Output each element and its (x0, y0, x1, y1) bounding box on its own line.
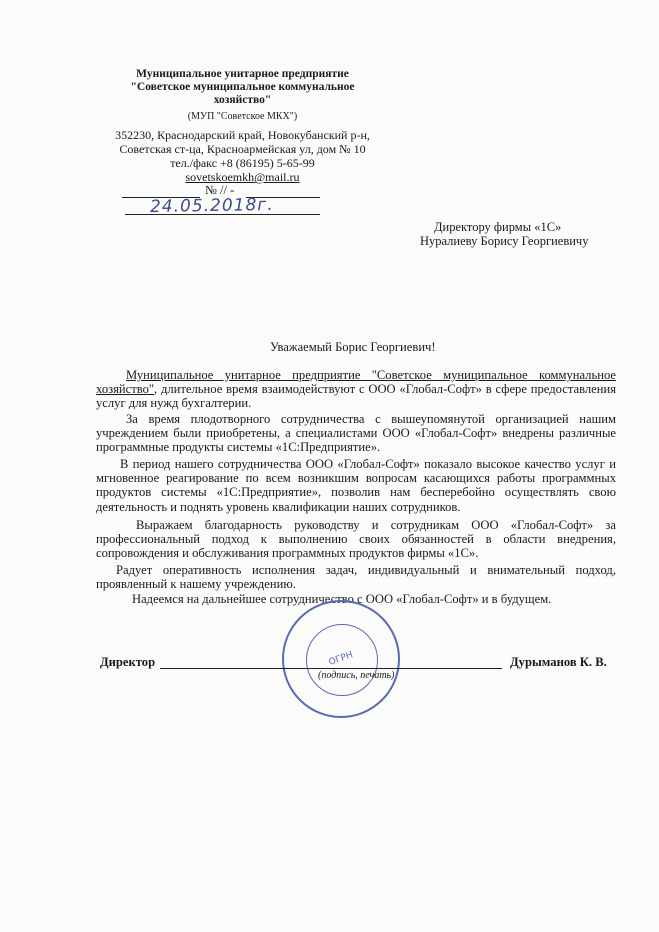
signatory-name: Дурыманов К. В. (510, 655, 607, 669)
org-line2: "Советское муниципальное коммунальное (130, 81, 355, 93)
official-stamp (282, 600, 400, 718)
paragraph-5: Радует оперативность исполнения задач, индивидуальный и внимательный подход, проявленный к нашему учреждению. (96, 563, 616, 592)
phone: тел./факс +8 (86195) 5-65-99 (170, 156, 315, 170)
signature-caption: (подпись, печать) (318, 670, 395, 681)
paragraph-1-org: Муниципальное унитарное предприятие "Советское муниципальное коммунальное хозяйство" (96, 368, 616, 397)
handwritten-date: 24.05.2018г. (149, 194, 274, 218)
org-address (100, 128, 385, 184)
paragraph-1 (96, 368, 616, 411)
paragraph-4: Выражаем благодарность руководству и сотрудникам ООО «Глобал-Софт» за профессиональный подход к выполнению своих обязанностей в области внедрения, сопровождения и обслуживания программных продуктов фирмы «1С». (96, 518, 616, 561)
paragraph-6: Надеемся на дальнейшее сотрудничество с ООО «Глобал-Софт» и в будущем. (132, 592, 552, 606)
org-short-name: (МУП "Советское МКХ") (187, 111, 298, 122)
addr-line2: Советская ст-ца, Красноармейская ул, дом № 10 (119, 142, 366, 156)
paragraph-1-text: , длительное время взаимодействуют с ООО «Глобал-Софт» в сфере предоставления услуг для нужд бухгалтерии. (96, 382, 616, 411)
email-link[interactable]: sovetskoemkh@mail.ru (185, 170, 300, 184)
org-name (110, 68, 375, 107)
org-line3: хозяйство" (213, 94, 272, 106)
signatory-title: Директор (100, 655, 156, 669)
signature-line (160, 668, 502, 669)
addr-line1: 352230, Краснодарский край, Новокубанский р-н, (115, 128, 370, 142)
date-line (125, 214, 320, 215)
paragraph-2: За время плодотворного сотрудничества с вышеупомянутой организацией нашим учреждением были приобретены, а специалистами ООО «Глобал-Софт» внедрены различные программные продукты системы «1С:Предприятие». (96, 412, 616, 455)
addressee-block (420, 220, 588, 248)
number-label: № // - (205, 183, 235, 197)
paragraph-3: В период нашего сотрудничества ООО «Глобал-Софт» показало высокое качество услуг и мгновенное реагирование по всем возникшим вопросам касающихся работы программных продуктов системы «1С:Предприятие», позволив нам бесперебойно осуществлять свою деятельность и поднять уровень квалификации наших сотрудников. (96, 457, 616, 514)
org-line1: Муниципальное унитарное предприятие (136, 68, 349, 80)
addressee-line1: Директору фирмы «1С» (434, 220, 562, 234)
salutation: Уважаемый Борис Георгиевич! (270, 340, 436, 354)
stamp-text: ОГРН (327, 650, 355, 668)
addressee-line2: Нуралиеву Борису Георгиевичу (420, 234, 589, 248)
